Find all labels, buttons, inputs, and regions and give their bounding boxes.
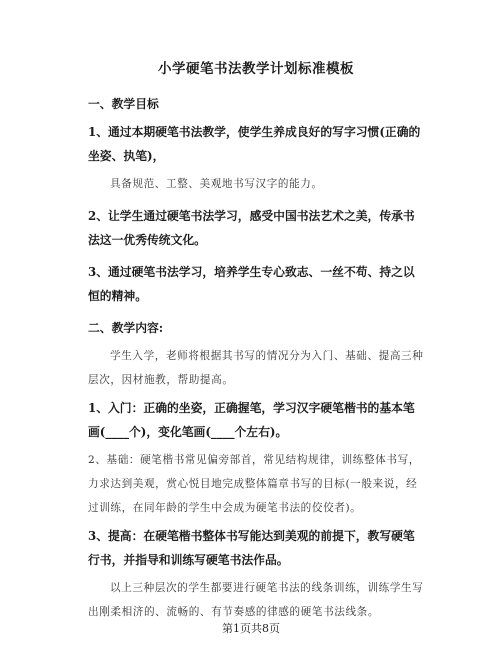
- goal-1: 1、通过本期硬笔书法教学，使学生养成良好的写字习惯(正确的坐姿、执笔)，: [88, 125, 421, 163]
- content-item-1: 1、入门：正确的坐姿，正确握笔，学习汉字硬笔楷书的基本笔画(____个)，变化笔画(____个左右)。: [88, 401, 415, 439]
- section-heading-content: 二、教学内容:: [88, 321, 164, 335]
- goal-1-detail: 具备规范、工整、美观地书写汉字的能力。: [110, 178, 323, 190]
- content-item-2: 2、基础：硬笔楷书常见偏旁部首，常见结构规律，训练整体书写，力求达到美观，赏心悦目地完成整体篇章书写的目标(一般来说，经过训练，在同年龄的学生中会成为硬笔书法的佼佼者)。: [88, 454, 420, 514]
- goal-3: 3、通过硬笔书法学习，培养学生专心致志、一丝不苟、持之以恒的精神。: [88, 265, 415, 303]
- content-item-3-detail: 以上三种层次的学生都要进行硬笔书法的线条训练，训练学生写出刚柔相济的、流畅的、有节奏感的律感的硬笔书法线条。: [88, 582, 424, 618]
- section-heading-goals: 一、教学目标: [88, 97, 159, 111]
- page-footer: 第1页共8页: [222, 622, 280, 635]
- content-intro: 学生入学，老师将根据其书写的情况分为入门、基础、提高三种层次，因材施教，帮助提高。: [88, 350, 424, 386]
- content-item-3: 3、提高：在硬笔楷书整体书写能达到美观的前提下，教写硬笔行书，并指导和训练写硬笔书法作品。: [88, 529, 415, 567]
- goal-2: 2、让学生通过硬笔书法学习，感受中国书法艺术之美，传承书法这一优秀传统文化。: [88, 209, 415, 247]
- document-title: 小学硬笔书法教学计划标准模板: [158, 61, 354, 77]
